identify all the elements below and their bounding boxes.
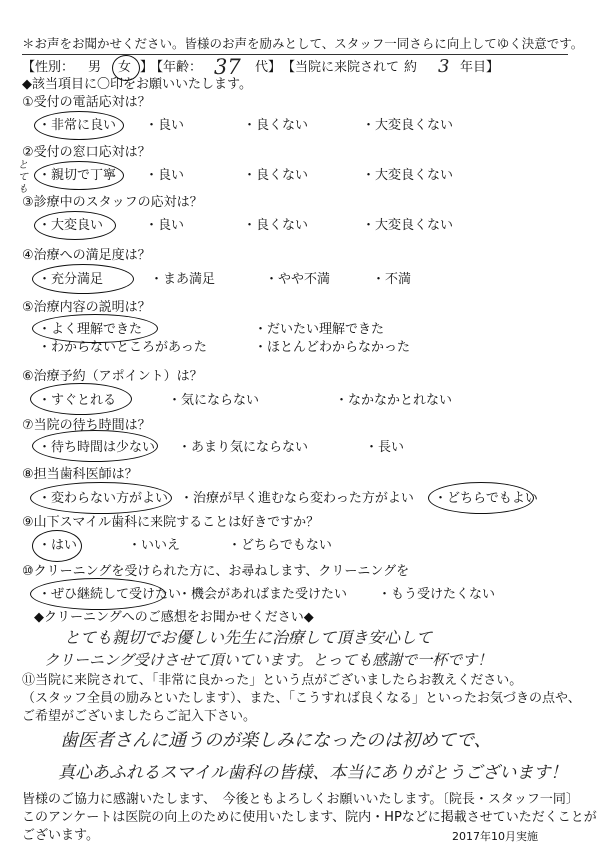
q11-answer-line-1: 歯医者さんに通うのが楽しみになったのは初めてで、 bbox=[60, 730, 492, 751]
q1-option-1: ・非常に良い bbox=[38, 118, 117, 133]
q6-option-2: ・気にならない bbox=[168, 393, 260, 408]
question-2: ②受付の窓口応対は？ bbox=[22, 145, 151, 160]
question-11-line-3: ご希望がございましたらご記入下さい。 bbox=[22, 709, 257, 724]
question-6: ⑥治療予約（アポイント）は？ bbox=[22, 369, 203, 384]
age-value: 37 bbox=[214, 55, 241, 79]
question-11-line-2: （スタッフ全員の励みといたします）、また、「こうすれば良くなる」といったお気づきの点や、 bbox=[22, 691, 581, 706]
gender-female: 女 bbox=[118, 60, 132, 75]
q3-option-2: ・良い bbox=[145, 218, 185, 233]
gender-male: 男 bbox=[88, 60, 102, 75]
q2-option-4: ・大変良くない bbox=[362, 168, 454, 183]
q8-option-1: ・変わらない方がよい bbox=[38, 491, 169, 506]
intro-text: ＊お声をお聞かせください。皆様のお声を励みとして、スタッフ一同さらに向上してゆく決意です。 bbox=[22, 36, 584, 51]
q2-option-1: ・親切で丁寧 bbox=[38, 168, 117, 183]
footer-line-3: ございます。 bbox=[22, 828, 99, 843]
question-9: ⑨山下スマイル歯科に来院することは好きですか？ bbox=[22, 515, 320, 530]
visit-unit: 年目】 bbox=[460, 60, 500, 75]
q2-option-3: ・良くない bbox=[243, 168, 309, 183]
visit-label: 【当院に来院されて bbox=[282, 60, 400, 75]
question-10: ⑩クリーニングを受けられた方に、お尋ねします、クリーニングを bbox=[22, 564, 410, 579]
q10-option-2: ・機会があればまた受けたい bbox=[178, 587, 348, 602]
age-label: 【年齢： bbox=[150, 60, 203, 75]
question-5: ⑤治療内容の説明は？ bbox=[22, 300, 151, 315]
q1-option-4: ・大変良くない bbox=[362, 118, 454, 133]
q10-option-1: ・ぜひ継続して受けたい bbox=[38, 587, 182, 602]
q3-option-4: ・大変良くない bbox=[362, 218, 454, 233]
q2-option-2: ・良い bbox=[145, 168, 185, 183]
q5-option-4: ・ほとんどわからなかった bbox=[254, 340, 411, 355]
q2-handwritten-note: とても bbox=[18, 160, 28, 195]
q4-option-1: ・充分満足 bbox=[38, 272, 104, 287]
header-divider bbox=[22, 54, 568, 55]
q5-option-2: ・だいたい理解できた bbox=[254, 322, 385, 337]
q8-option-3: ・どちらでもよい bbox=[434, 491, 538, 506]
cleaning-comment-line-2: クリーニング受けさせて頂いています。とっても感謝で一杯です！ bbox=[44, 651, 493, 669]
q7-option-2: ・あまり気にならない bbox=[178, 440, 309, 455]
age-unit: 代】 bbox=[255, 60, 282, 75]
q11-answer-line-2: 真心あふれるスマイル歯科の皆様、本当にありがとうございます！ bbox=[58, 763, 568, 783]
question-4: ④治療への満足度は？ bbox=[22, 248, 151, 263]
q5-option-3: ・わからないところがあった bbox=[38, 340, 207, 355]
q9-option-3: ・どちらでもない bbox=[228, 538, 332, 553]
question-3: ③診療中のスタッフの応対は？ bbox=[22, 195, 203, 210]
q4-option-3: ・やや不満 bbox=[265, 272, 331, 287]
q4-option-4: ・不満 bbox=[372, 272, 412, 287]
q5-option-1: ・よく理解できた bbox=[38, 322, 143, 337]
survey-date: 2017年10月実施 bbox=[452, 830, 538, 843]
question-1: ①受付の電話応対は？ bbox=[22, 95, 151, 110]
visit-about: 約 bbox=[404, 60, 418, 75]
q9-option-2: ・いいえ bbox=[128, 538, 181, 553]
question-7: ⑦当院の待ち時間は？ bbox=[22, 418, 151, 433]
q9-option-1: ・はい bbox=[38, 538, 78, 553]
question-8: ⑧担当歯科医師は？ bbox=[22, 467, 138, 482]
gender-label: 【性別： bbox=[22, 60, 75, 75]
q1-option-3: ・良くない bbox=[243, 118, 309, 133]
q3-option-1: ・大変良い bbox=[38, 218, 104, 233]
q1-option-2: ・良い bbox=[145, 118, 185, 133]
gender-close: 】 bbox=[140, 60, 154, 75]
footer-line-1: 皆様のご協力に感謝いたします、 今後ともよろしくお願いいたします。〔院長・スタッフ一同〕 bbox=[22, 792, 579, 807]
q8-option-2: ・治療が早く進むなら変わった方がよい bbox=[180, 491, 414, 506]
q4-option-2: ・まあ満足 bbox=[150, 272, 216, 287]
visit-years: 3 bbox=[438, 56, 450, 77]
instruction-text: ◆該当項目に〇印をお願いいたします。 bbox=[22, 77, 252, 92]
cleaning-comment-line-1: とても親切でお優しい先生に治療して頂き安心して bbox=[64, 628, 433, 647]
q7-option-3: ・長い bbox=[365, 440, 405, 455]
q10-option-3: ・もう受けたくない bbox=[378, 587, 496, 602]
footer-line-2: このアンケートは医院の向上のために使用いたします、院内・HPなどに掲載させていただくことが bbox=[22, 810, 597, 825]
q3-option-3: ・良くない bbox=[243, 218, 309, 233]
question-11-line-1: ⑪当院に来院されて、「非常に良かった」という点がございましたらお教えください。 bbox=[22, 673, 523, 688]
q7-option-1: ・待ち時間は少ない bbox=[38, 440, 156, 455]
q6-option-3: ・なかなかとれない bbox=[335, 393, 453, 408]
cleaning-comment-label: ◆クリーニングへのご感想をお聞かせください◆ bbox=[34, 610, 314, 625]
q6-option-1: ・すぐとれる bbox=[38, 393, 117, 408]
